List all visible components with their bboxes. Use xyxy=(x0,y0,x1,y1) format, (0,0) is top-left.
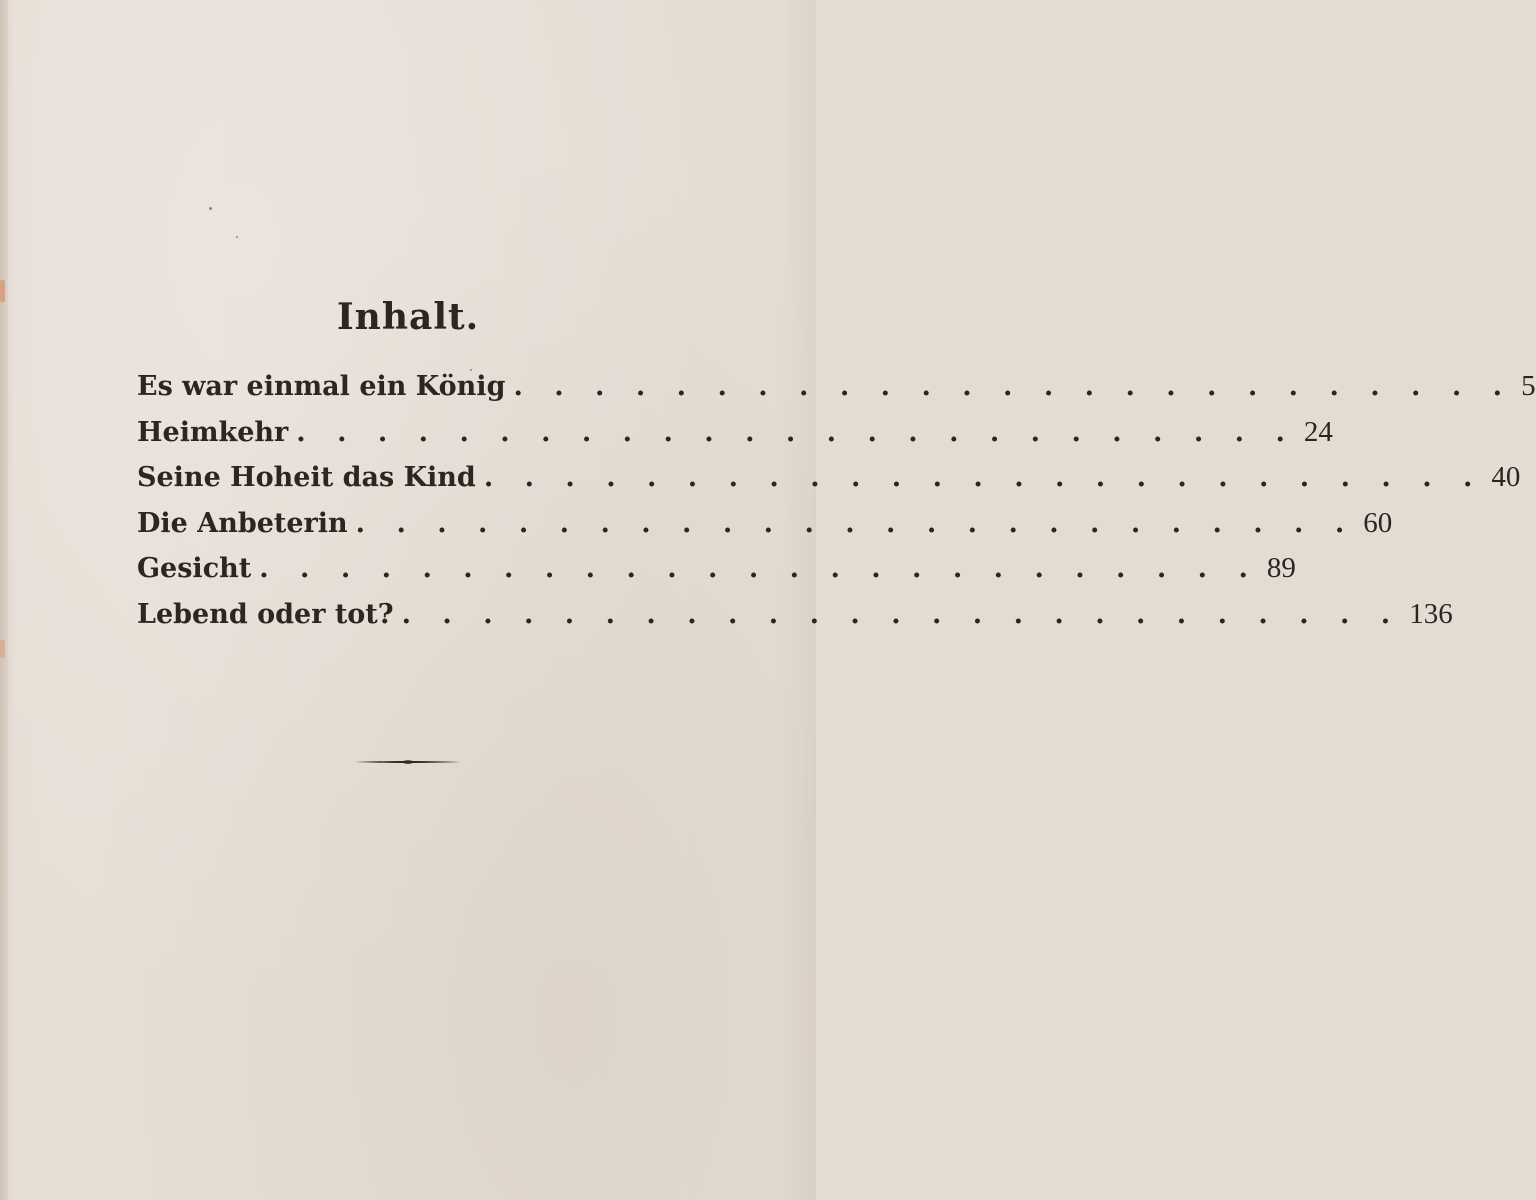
entry-title: Gesicht xyxy=(137,553,252,585)
dot-leader: . . . . . . . . . . . . . . . . . . . . . . . . . xyxy=(296,416,1296,448)
toc-entry xyxy=(137,506,1393,553)
page-edge xyxy=(0,0,8,1200)
toc-entry xyxy=(137,552,1296,598)
dot-leader: . . . . . . . . . . . . . . . . . . . . . . . . . xyxy=(355,507,1356,539)
edge-stain xyxy=(0,640,5,658)
dot-leader: . . . . . . . . . . . . . . . . . . . . . . . . . xyxy=(401,598,1402,630)
toc-entry xyxy=(137,370,1536,416)
entry-page-number: 60 xyxy=(1363,506,1393,539)
entry-page-number: 24 xyxy=(1303,415,1333,448)
paper-speck xyxy=(236,236,238,238)
entry-title: Lebend oder tot? xyxy=(137,598,394,630)
toc-entry xyxy=(137,461,1521,507)
paper-speck xyxy=(209,207,212,210)
dot-leader: . . . . . . . . . . . . . . . . . . . . . . . . . xyxy=(259,553,1259,585)
entry-page-number: 89 xyxy=(1266,552,1296,585)
entry-title: Die Anbeterin xyxy=(137,507,348,539)
entry-page-number: 136 xyxy=(1409,597,1453,630)
toc-entry xyxy=(137,415,1333,462)
entry-title: Heimkehr xyxy=(137,416,289,448)
entry-title: Es war einmal ein König xyxy=(137,371,506,402)
dot-leader: . . . . . . . . . . . . . . . . . . . . . . . . . xyxy=(483,462,1484,494)
ornament-rule xyxy=(355,757,461,767)
table-of-contents xyxy=(137,370,1536,644)
page-title: Inhalt. xyxy=(336,296,480,338)
entry-title: Seine Hoheit das Kind xyxy=(137,462,476,494)
dot-leader: . . . . . . . . . . . . . . . . . . . . . . . . . xyxy=(513,371,1514,402)
entry-page-number: 40 xyxy=(1491,461,1521,494)
toc-entry xyxy=(137,597,1453,644)
entry-page-number: 5 xyxy=(1521,370,1536,402)
